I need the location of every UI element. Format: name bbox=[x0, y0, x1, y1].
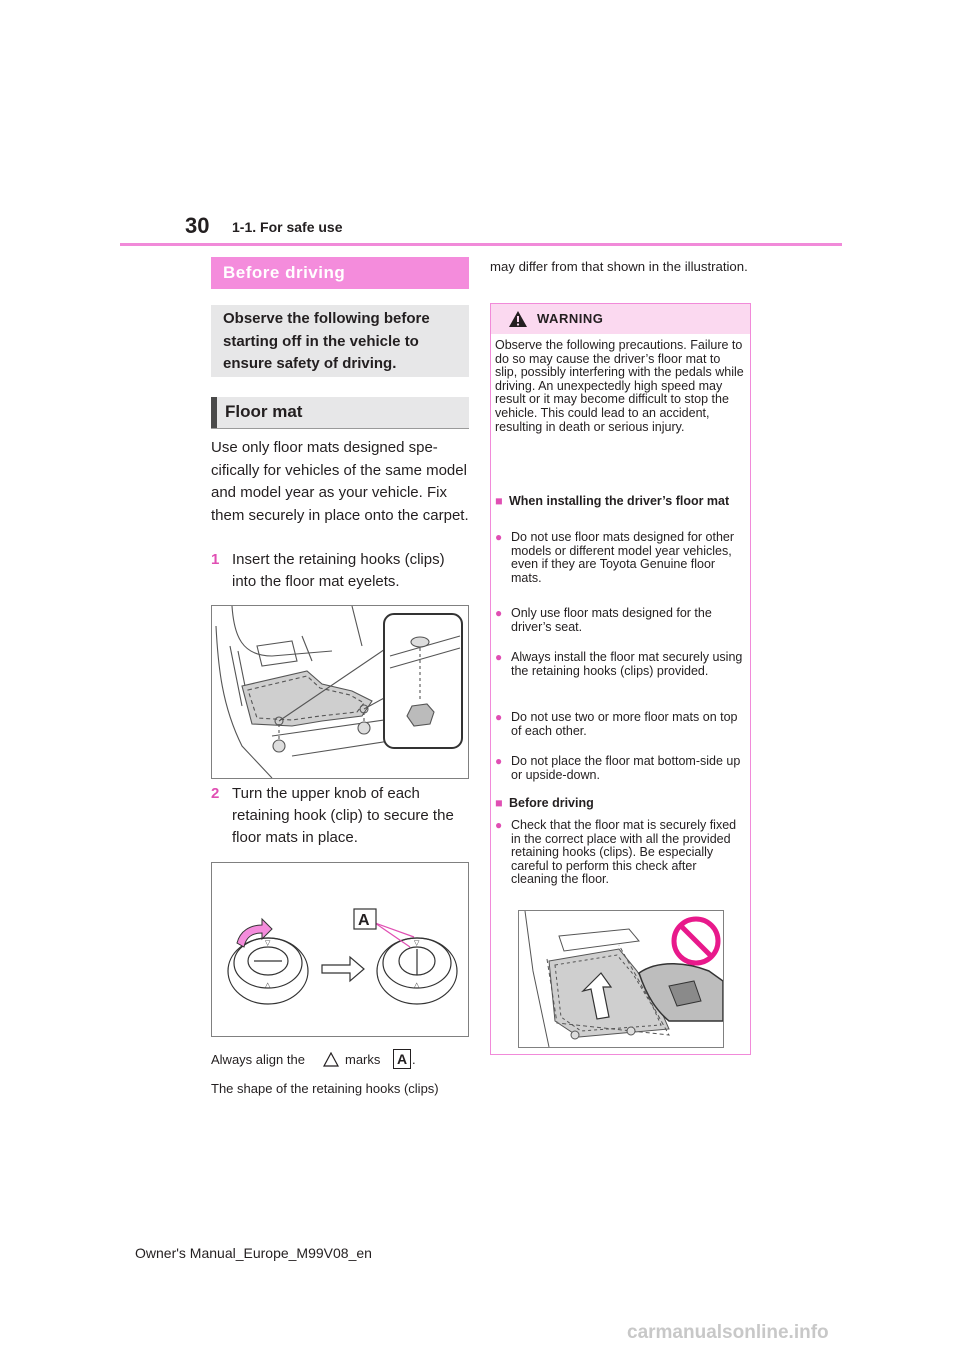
mat-check-illustration bbox=[519, 911, 723, 1047]
caption-prefix: Always align the bbox=[211, 1052, 305, 1067]
floor-mat-title: Floor mat bbox=[225, 402, 303, 421]
step-1 bbox=[211, 549, 473, 595]
warning-bullet-4-text: Do not use two or more floor mats on top of each other. bbox=[511, 710, 738, 738]
warning-subheading-install-text: When installing the driver’s floor mat bbox=[509, 494, 730, 508]
step-2-text: Turn the upper knob of each retaining hook (clip) to secure the floor mats in place. bbox=[232, 785, 454, 846]
before-driving-heading bbox=[211, 257, 469, 289]
warning-box bbox=[490, 303, 751, 1055]
warning-bullet-3 bbox=[495, 651, 747, 696]
figure-floor-mat-hooks bbox=[211, 605, 469, 779]
circle-bullet-icon: ● bbox=[495, 818, 503, 832]
heading-accent bbox=[211, 397, 217, 429]
square-bullet-icon: ■ bbox=[495, 796, 503, 810]
intro-paragraph: Use only floor mats designed specifically for vehicles of the same model and model year as your vehicle. Fix them securely in place onto the carpet. bbox=[211, 439, 469, 524]
warning-subheading-before bbox=[495, 797, 747, 813]
floor-mat-illustration bbox=[212, 606, 468, 778]
warning-header bbox=[491, 304, 750, 334]
caption-period: . bbox=[412, 1052, 416, 1067]
svg-text:△: △ bbox=[414, 981, 420, 989]
knob-illustration bbox=[212, 863, 468, 1036]
note-text: Observe the following before starting off in the vehicle to ensure safety of driving. bbox=[223, 310, 430, 372]
shape-note-2: may differ from that shown in the illustration. bbox=[490, 259, 748, 274]
warning-triangle-icon bbox=[508, 310, 528, 328]
circle-bullet-icon: ● bbox=[495, 754, 503, 768]
step-2 bbox=[211, 783, 473, 853]
warning-subheading-install bbox=[495, 495, 747, 525]
warning-bullet-3-text: Always install the floor mat securely using the retaining hooks (clips) provided. bbox=[511, 650, 743, 678]
warning-bullet-2 bbox=[495, 607, 747, 637]
floor-mat-heading bbox=[211, 397, 469, 429]
warning-label: WARNING bbox=[537, 311, 604, 326]
circle-bullet-icon: ● bbox=[495, 606, 503, 620]
footer-doc-id: Owner's Manual_Europe_M99V08_en bbox=[135, 1245, 372, 1261]
heading-underline bbox=[211, 428, 469, 429]
section-title: 1-1. For safe use bbox=[232, 219, 343, 235]
shape-note-1: The shape of the retaining hooks (clips) bbox=[211, 1081, 439, 1096]
before-driving-title: Before driving bbox=[223, 263, 346, 282]
circle-bullet-icon: ● bbox=[495, 710, 503, 724]
figure-mat-check bbox=[518, 910, 724, 1048]
watermark: carmanualsonline.info bbox=[627, 1322, 829, 1343]
warning-bullet-1 bbox=[495, 531, 747, 586]
warning-bullet-6-text: Check that the floor mat is securely fixed in the correct place with all the provided retaining hooks (clips). Be especially careful to perform this check after cleaning the floor. bbox=[511, 818, 737, 887]
caption-marks: marks bbox=[345, 1052, 381, 1067]
square-bullet-icon: ■ bbox=[495, 494, 503, 508]
figure-label-a: A bbox=[358, 912, 370, 929]
svg-text:▽: ▽ bbox=[414, 939, 420, 947]
note-box bbox=[211, 305, 469, 377]
svg-text:△: △ bbox=[265, 981, 271, 989]
triangle-mark-icon bbox=[323, 1052, 339, 1067]
step-2-number: 2 bbox=[211, 785, 220, 802]
warning-bullet-5-text: Do not place the floor mat bottom-side up or upside-down. bbox=[511, 754, 741, 782]
header-rule bbox=[120, 243, 842, 246]
step-1-number: 1 bbox=[211, 551, 220, 568]
step-1-text: Insert the retaining hooks (clips) into the floor mat eyelets. bbox=[232, 551, 445, 590]
svg-text:▽: ▽ bbox=[265, 939, 271, 947]
circle-bullet-icon: ● bbox=[495, 530, 503, 544]
warning-bullet-5 bbox=[495, 755, 747, 785]
warning-subheading-before-text: Before driving bbox=[509, 796, 594, 810]
caption-label-a: A bbox=[393, 1049, 411, 1069]
circle-bullet-icon: ● bbox=[495, 650, 503, 664]
warning-bullet-6 bbox=[495, 819, 747, 889]
page-number: 30 bbox=[185, 213, 210, 238]
warning-intro: Observe the following precautions. Failure to do so may cause the driver’s floor mat to slip, possibly interfering with the pedals while driving. An unexpectedly high speed may result or it may become difficult to stop the vehicle. This could lead to an accident, resulting in death or serious injury. bbox=[495, 338, 744, 434]
warning-bullet-2-text: Only use floor mats designed for the driver’s seat. bbox=[511, 606, 712, 634]
warning-bullet-4 bbox=[495, 711, 747, 741]
figure-knob-rotation bbox=[211, 862, 469, 1037]
warning-bullet-1-text: Do not use floor mats designed for other models or different model year vehicles, even if they are Toyota Genuine floor mats. bbox=[511, 530, 735, 585]
figure-caption bbox=[211, 1051, 471, 1071]
